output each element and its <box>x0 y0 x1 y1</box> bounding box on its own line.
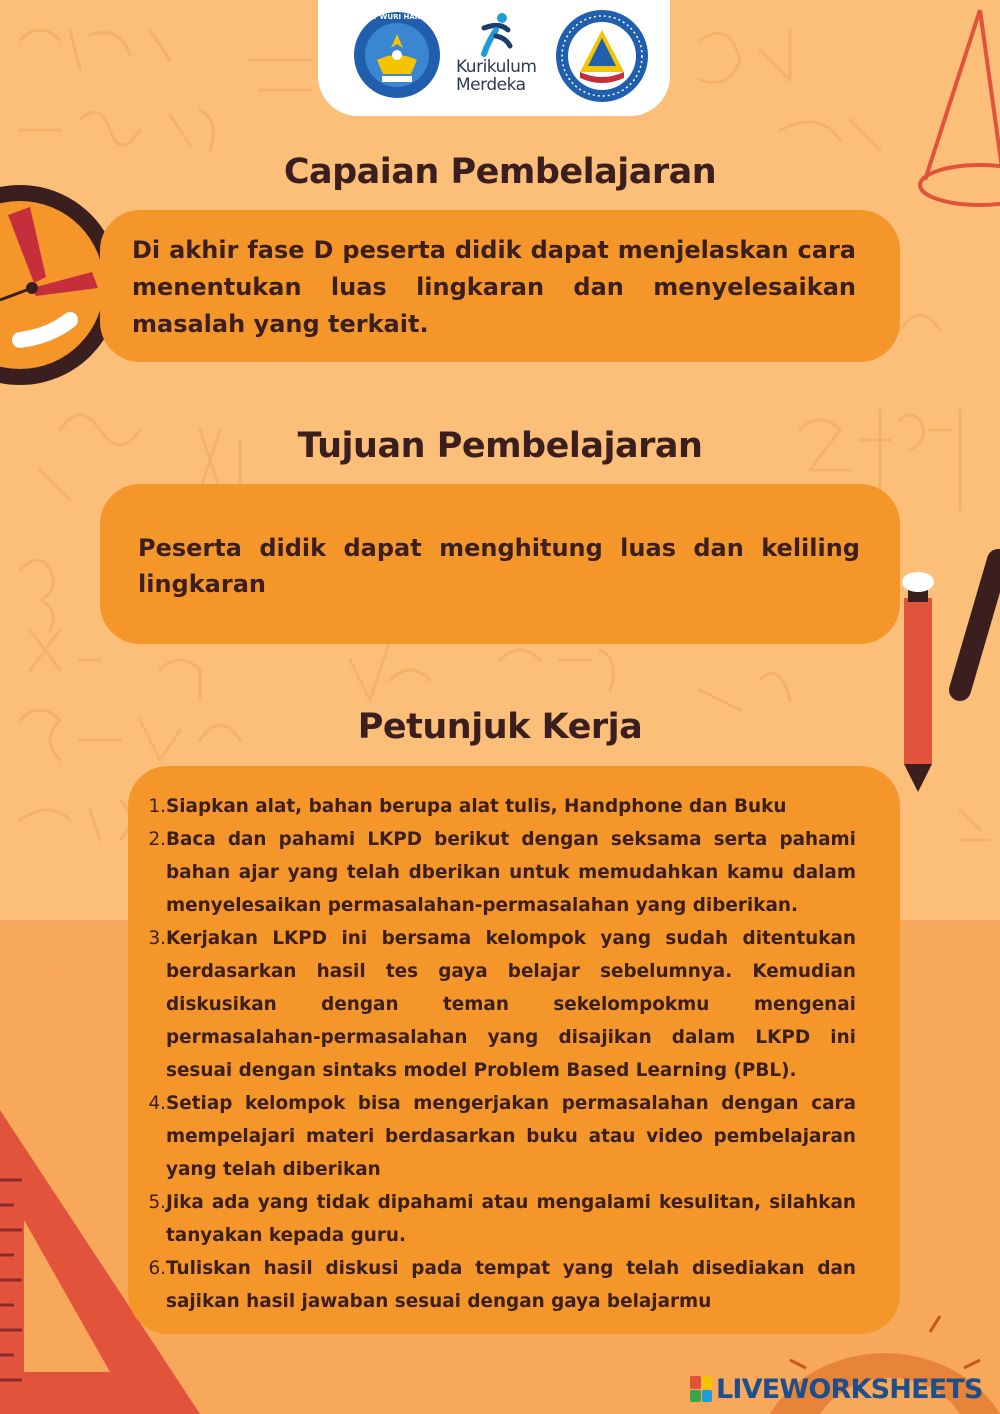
kurikulum-text: Kurikulum <box>456 57 537 77</box>
kurikulum-merdeka-figure-icon <box>454 12 546 58</box>
list-item <box>150 823 856 922</box>
list-item-text: Jika ada yang tidak dipahami atau mengalami kesulitan, silahkan tanyakan kepada guru. <box>166 1192 856 1246</box>
liveworksheets-logo-icon <box>690 1376 712 1402</box>
list-item-text: Setiap kelompok bisa mengerjakan permasalahan dengan cara mempelajari materi berdasarkan buku atau video pembelajaran yang telah diberikan <box>166 1093 856 1180</box>
petunjuk-card <box>128 766 900 1334</box>
list-item-number: 4. <box>148 1093 166 1114</box>
tujuan-text: Peserta didik dapat menghitung luas dan keliling lingkaran <box>138 534 860 598</box>
list-item-text: Tuliskan hasil diskusi pada tempat yang telah disediakan dan sajikan hasil jawaban sesuai dengan gaya belajarmu <box>166 1258 856 1312</box>
tut-wuri-handayani-emblem-icon <box>352 10 442 100</box>
list-item <box>150 1252 856 1318</box>
tut-wuri-handayani-text: TUT WURI HANDAYANI <box>362 13 450 21</box>
tujuan-card <box>100 484 900 644</box>
university-seal-icon <box>554 8 650 104</box>
list-item-text: Baca dan pahami LKPD berikut dengan seksama serta pahami bahan ajar yang telah dberikan untuk memudahkan kamu dalam menyelesaikan permasalahan-permasalahan yang diberikan. <box>166 829 856 916</box>
capaian-card <box>100 210 900 362</box>
list-item-text: Siapkan alat, bahan berupa alat tulis, Handphone dan Buku <box>166 796 787 817</box>
list-item-number: 3. <box>148 928 166 949</box>
merdeka-text: Merdeka <box>456 75 526 95</box>
list-item-number: 6. <box>148 1258 166 1279</box>
petunjuk-title: Petunjuk Kerja <box>357 707 643 747</box>
list-item <box>150 922 856 1087</box>
list-item-number: 1. <box>148 796 166 817</box>
liveworksheets-watermark[interactable] <box>690 1374 983 1404</box>
list-item <box>150 1087 856 1186</box>
kurikulum-merdeka-logo <box>454 12 546 98</box>
list-item-number: 5. <box>148 1192 166 1213</box>
list-item <box>150 1186 856 1252</box>
tujuan-title: Tujuan Pembelajaran <box>297 426 703 466</box>
capaian-text: Di akhir fase D peserta didik dapat menjelaskan cara menentukan luas lingkaran dan menyelesaikan masalah yang terkait. <box>132 236 856 338</box>
capaian-title: Capaian Pembelajaran <box>283 152 717 192</box>
logo-header <box>318 0 670 116</box>
list-item-text: Kerjakan LKPD ini bersama kelompok yang sudah ditentukan berdasarkan hasil tes gaya belajar sebelumnya. Kemudian diskusikan dengan teman sekelompokmu mengenai permasalahan-permasalahan yang disajikan dalam LKPD ini sesuai dengan sintaks model Problem Based Learning (PBL). <box>166 928 856 1081</box>
list-item <box>150 790 856 823</box>
petunjuk-list <box>150 790 856 1318</box>
liveworksheets-text: LIVEWORKSHEETS <box>716 1373 983 1405</box>
kurikulum-merdeka-wordmark <box>456 58 536 94</box>
pencil-illustration <box>890 520 1000 800</box>
list-item-number: 2. <box>148 829 166 850</box>
